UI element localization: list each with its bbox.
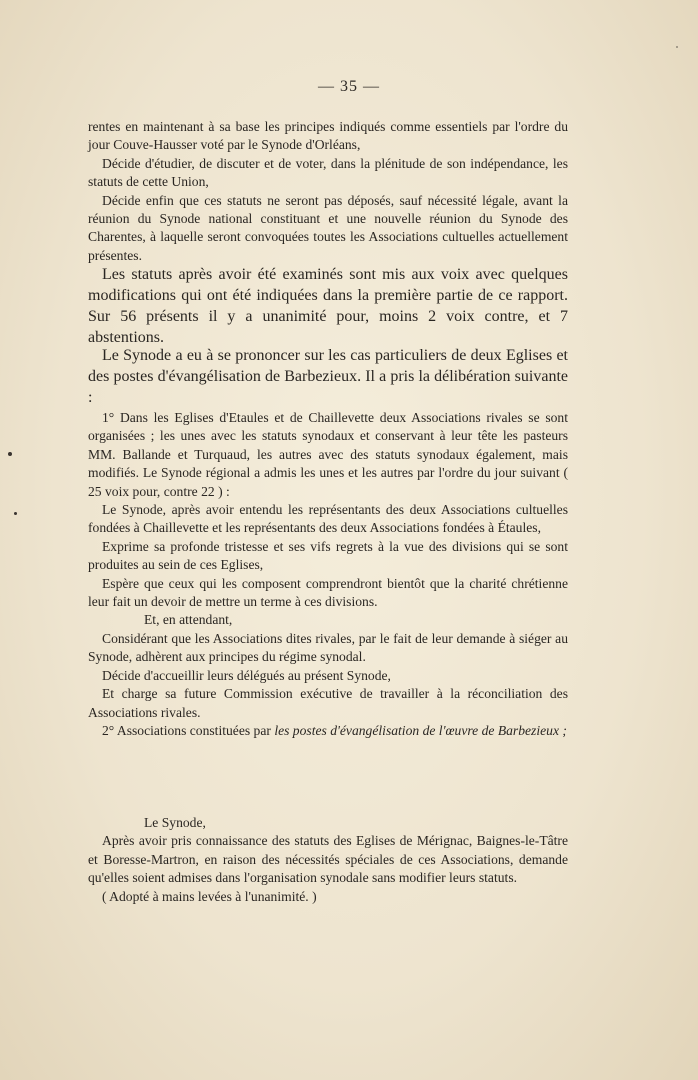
paragraph-item-2 <box>88 722 568 740</box>
paragraph: Le Synode a eu à se prononcer sur les cas particuliers de deux Eglises et des postes d'évangélisation de Barbezieux. Il a pris la délibération suivante : <box>88 347 568 406</box>
paragraph: rentes en maintenant à sa base les principes indiqués comme essentiels par l'ordre du jour Couve-Hausser voté par le Synode d'Orléans, <box>88 119 568 153</box>
paragraph: Le Synode, après avoir entendu les représentants des deux Associations cultuelles fondées à Chaillevette et les représentants des deux Associations fondées à Étaules, <box>88 502 568 536</box>
paragraph: Décide enfin que ces statuts ne seront pas déposés, sauf nécessité légale, avant la réunion du Synode national constituant et une nouvelle réunion du Synode des Charentes, à laquelle seront convoquées toutes les Associations cultuelles actuellement présentes. <box>88 192 568 263</box>
paragraph: Après avoir pris connaissance des statuts des Eglises de Mérignac, Baignes-le-Tâtre et Boresse-Martron, en raison des nécessités spéciales de ces Associations, demande qu'elles soient admises dans l'organisation synodale sans modifier leurs statuts. <box>88 833 568 886</box>
ink-speck <box>14 512 17 515</box>
text-block-particular-cases <box>88 345 568 408</box>
text-block-vote <box>88 264 568 348</box>
page-number: — 35 — <box>318 78 380 95</box>
paragraph: Le Synode, <box>144 815 206 830</box>
text-block-barbezieux <box>88 814 568 906</box>
paragraph: Espère que ceux qui les composent comprendront bientôt que la charité chrétienne leur fait un devoir de mettre un terme à ces divisions. <box>88 575 568 610</box>
paragraph: Exprime sa profonde tristesse et ses vifs regrets à la vue des divisions qui se sont produites au sein de ces Eglises, <box>88 538 568 573</box>
paragraph: Décide d'étudier, de discuter et de voter, dans la plénitude de son indépendance, les statuts de cette Union, <box>88 155 568 190</box>
paragraph: Et charge sa future Commission exécutive de travailler à la réconciliation des Associations rivales. <box>88 686 568 720</box>
paragraph: Décide d'accueillir leurs délégués au présent Synode, <box>102 667 391 683</box>
item2-italic: les postes d'évangélisation de l'œuvre de Barbezieux ; <box>274 722 567 738</box>
ink-speck <box>8 452 12 456</box>
paragraph: Les statuts après avoir été examinés sont mis aux voix avec quelques modifications qui ont été indiquées dans la première partie de ce rapport. Sur 56 présents il y a unanimité pour, moins 2 voix contre, et 7 abstentions. <box>88 266 568 346</box>
text-block-statutes <box>88 118 568 265</box>
item2-prefix: 2° Associations constituées par <box>102 722 275 738</box>
paragraph: 1° Dans les Eglises d'Etaules et de Chaillevette deux Associations rivales se sont organisées ; les unes avec les statuts synodaux et conservant à leur tête les pasteurs MM. Ballande et Turquaud, les autres avec des statuts synodaux également, mais modifiés. Le Synode régional a admis les unes et les autres par l'ordre du jour suivant ( 25 voix pour, contre 22 ) : <box>88 410 568 499</box>
paragraph: ( Adopté à mains levées à l'unanimité. ) <box>102 888 317 904</box>
ink-speck <box>676 46 678 48</box>
paragraph: Et, en attendant, <box>144 612 233 628</box>
paragraph: Considérant que les Associations dites rivales, par le fait de leur demande à siéger au Synode, adhèrent aux principes du régime synodal. <box>88 630 568 665</box>
text-block-deliberation <box>88 409 568 740</box>
